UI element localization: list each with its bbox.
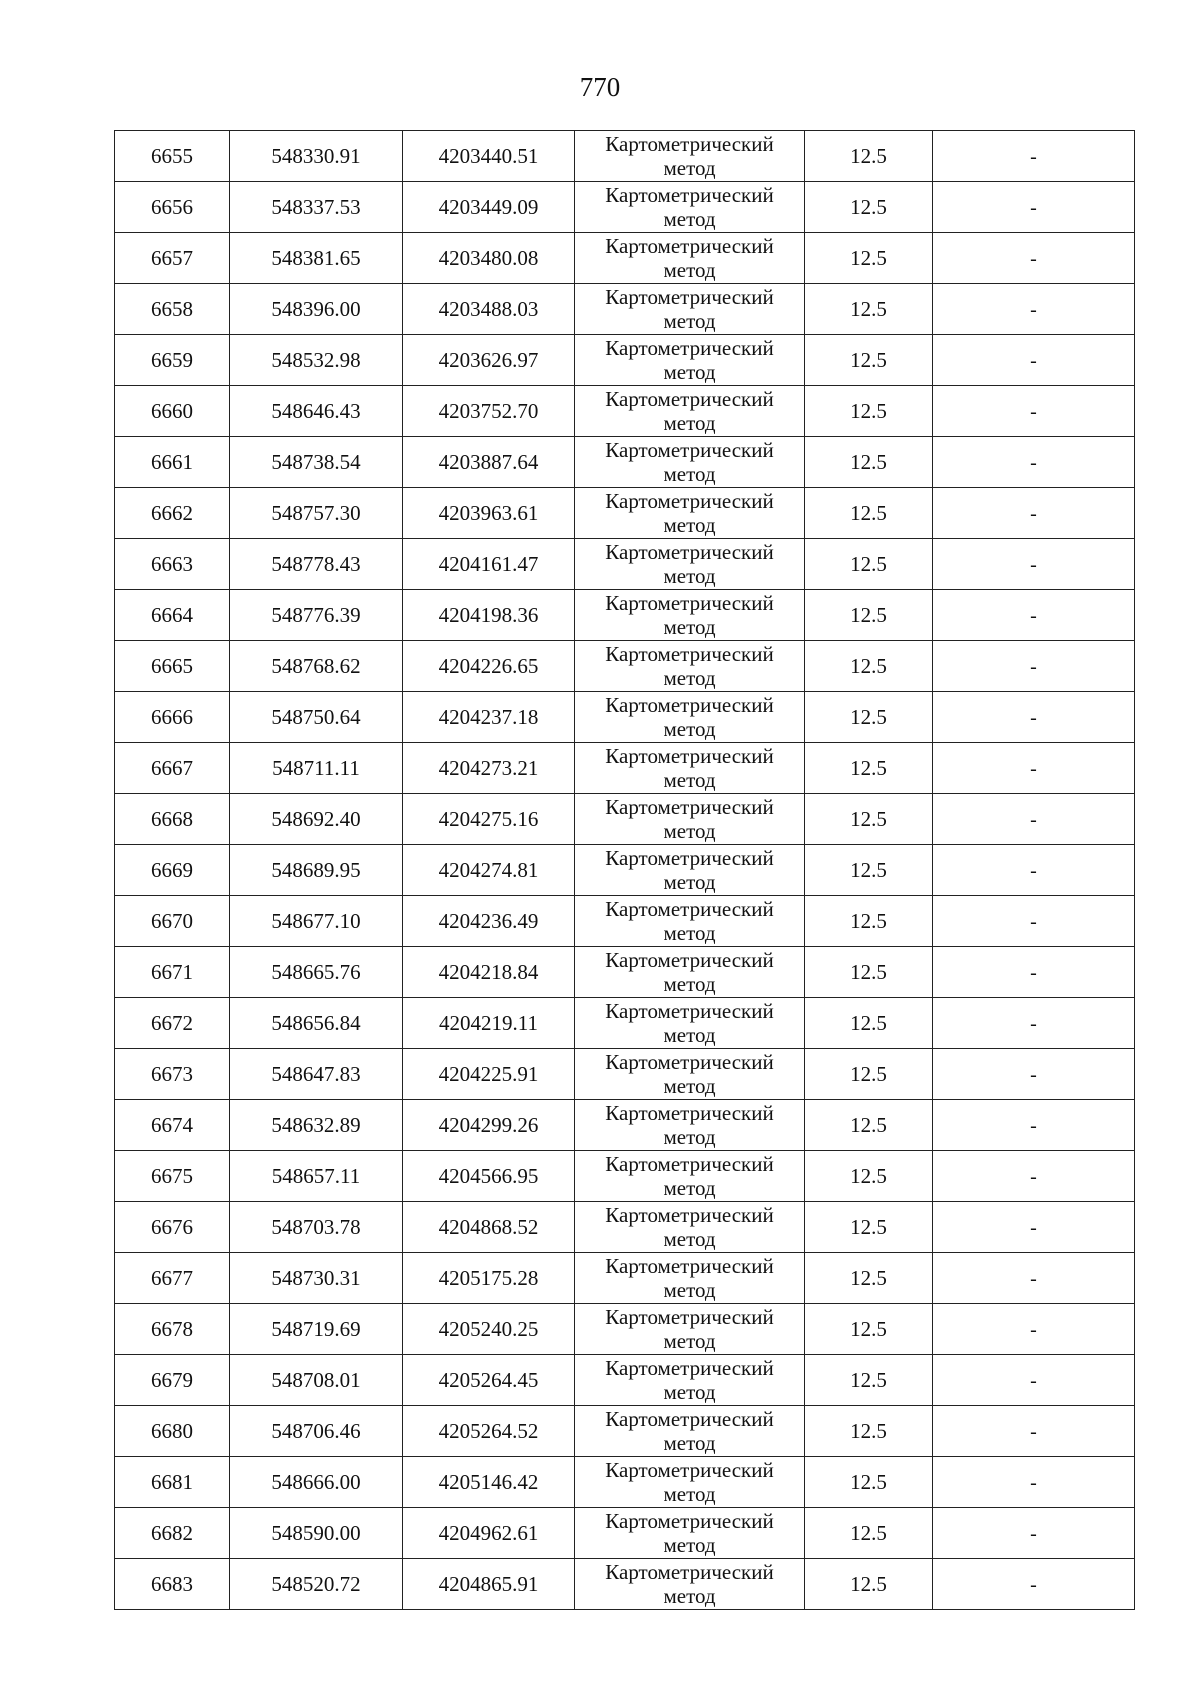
note-cell bbox=[933, 1457, 1135, 1508]
x-coordinate-cell: 548750.64 bbox=[230, 692, 403, 743]
method-cell bbox=[575, 233, 805, 284]
note-dash: - bbox=[1030, 1063, 1037, 1086]
method-text-line: метод bbox=[663, 207, 716, 231]
accuracy-cell: 12.5 bbox=[805, 641, 933, 692]
table-row bbox=[115, 131, 1135, 182]
accuracy-cell: 12.5 bbox=[805, 1049, 933, 1100]
y-coordinate-cell: 4203488.03 bbox=[403, 284, 575, 335]
accuracy-cell: 12.5 bbox=[805, 1355, 933, 1406]
method-text-line: Картометрический bbox=[605, 1560, 774, 1584]
method-cell bbox=[575, 641, 805, 692]
method-text-line: Картометрический bbox=[605, 846, 774, 870]
table-row bbox=[115, 335, 1135, 386]
point-number-cell: 6668 bbox=[115, 794, 230, 845]
y-coordinate-cell: 4203449.09 bbox=[403, 182, 575, 233]
y-coordinate-cell: 4204868.52 bbox=[403, 1202, 575, 1253]
note-dash: - bbox=[1030, 1012, 1037, 1035]
note-cell bbox=[933, 182, 1135, 233]
method-cell bbox=[575, 1406, 805, 1457]
accuracy-cell: 12.5 bbox=[805, 1151, 933, 1202]
note-cell bbox=[933, 1559, 1135, 1610]
note-cell bbox=[933, 1304, 1135, 1355]
note-dash: - bbox=[1030, 1318, 1037, 1341]
table-row bbox=[115, 284, 1135, 335]
accuracy-cell: 12.5 bbox=[805, 794, 933, 845]
point-number-cell: 6683 bbox=[115, 1559, 230, 1610]
point-number-cell: 6659 bbox=[115, 335, 230, 386]
method-cell bbox=[575, 947, 805, 998]
note-dash: - bbox=[1030, 1114, 1037, 1137]
method-cell bbox=[575, 1100, 805, 1151]
note-dash: - bbox=[1030, 502, 1037, 525]
note-cell bbox=[933, 131, 1135, 182]
point-number-cell: 6679 bbox=[115, 1355, 230, 1406]
x-coordinate-cell: 548665.76 bbox=[230, 947, 403, 998]
method-text-line: метод bbox=[663, 258, 716, 282]
point-number-cell: 6672 bbox=[115, 998, 230, 1049]
point-number-cell: 6682 bbox=[115, 1508, 230, 1559]
accuracy-cell: 12.5 bbox=[805, 845, 933, 896]
table-row bbox=[115, 1151, 1135, 1202]
table-row bbox=[115, 641, 1135, 692]
method-text-line: Картометрический bbox=[605, 1050, 774, 1074]
point-number-cell: 6661 bbox=[115, 437, 230, 488]
method-cell bbox=[575, 131, 805, 182]
method-text-line: метод bbox=[663, 921, 716, 945]
accuracy-cell: 12.5 bbox=[805, 1457, 933, 1508]
y-coordinate-cell: 4203480.08 bbox=[403, 233, 575, 284]
y-coordinate-cell: 4204225.91 bbox=[403, 1049, 575, 1100]
point-number-cell: 6670 bbox=[115, 896, 230, 947]
accuracy-cell: 12.5 bbox=[805, 1559, 933, 1610]
table-row bbox=[115, 386, 1135, 437]
table-row bbox=[115, 692, 1135, 743]
method-text-line: Картометрический bbox=[605, 1203, 774, 1227]
table-row bbox=[115, 1508, 1135, 1559]
table-row bbox=[115, 182, 1135, 233]
method-cell bbox=[575, 386, 805, 437]
method-cell bbox=[575, 182, 805, 233]
method-text-line: метод bbox=[663, 870, 716, 894]
x-coordinate-cell: 548692.40 bbox=[230, 794, 403, 845]
note-cell bbox=[933, 896, 1135, 947]
method-cell bbox=[575, 1202, 805, 1253]
method-text-line: метод bbox=[663, 411, 716, 435]
y-coordinate-cell: 4204226.65 bbox=[403, 641, 575, 692]
note-dash: - bbox=[1030, 1369, 1037, 1392]
note-cell bbox=[933, 1151, 1135, 1202]
note-cell bbox=[933, 1508, 1135, 1559]
note-dash: - bbox=[1030, 1471, 1037, 1494]
method-cell bbox=[575, 692, 805, 743]
note-cell bbox=[933, 1049, 1135, 1100]
note-cell bbox=[933, 590, 1135, 641]
y-coordinate-cell: 4203626.97 bbox=[403, 335, 575, 386]
method-cell bbox=[575, 794, 805, 845]
table-row bbox=[115, 539, 1135, 590]
method-cell bbox=[575, 335, 805, 386]
note-cell bbox=[933, 335, 1135, 386]
accuracy-cell: 12.5 bbox=[805, 437, 933, 488]
note-dash: - bbox=[1030, 859, 1037, 882]
method-text-line: метод bbox=[663, 1023, 716, 1047]
y-coordinate-cell: 4204865.91 bbox=[403, 1559, 575, 1610]
method-cell bbox=[575, 1049, 805, 1100]
y-coordinate-cell: 4205264.45 bbox=[403, 1355, 575, 1406]
point-number-cell: 6681 bbox=[115, 1457, 230, 1508]
method-cell bbox=[575, 1559, 805, 1610]
x-coordinate-cell: 548778.43 bbox=[230, 539, 403, 590]
table-row bbox=[115, 1406, 1135, 1457]
y-coordinate-cell: 4205240.25 bbox=[403, 1304, 575, 1355]
method-text-line: Картометрический bbox=[605, 387, 774, 411]
note-dash: - bbox=[1030, 655, 1037, 678]
note-dash: - bbox=[1030, 349, 1037, 372]
note-cell bbox=[933, 386, 1135, 437]
method-cell bbox=[575, 1151, 805, 1202]
point-number-cell: 6669 bbox=[115, 845, 230, 896]
note-cell bbox=[933, 845, 1135, 896]
method-cell bbox=[575, 1457, 805, 1508]
note-dash: - bbox=[1030, 145, 1037, 168]
x-coordinate-cell: 548708.01 bbox=[230, 1355, 403, 1406]
note-dash: - bbox=[1030, 1573, 1037, 1596]
table-row bbox=[115, 1253, 1135, 1304]
method-text-line: метод bbox=[663, 1125, 716, 1149]
accuracy-cell: 12.5 bbox=[805, 1100, 933, 1151]
method-text-line: метод bbox=[663, 1533, 716, 1557]
x-coordinate-cell: 548711.11 bbox=[230, 743, 403, 794]
y-coordinate-cell: 4204219.11 bbox=[403, 998, 575, 1049]
note-cell bbox=[933, 233, 1135, 284]
point-number-cell: 6676 bbox=[115, 1202, 230, 1253]
accuracy-cell: 12.5 bbox=[805, 182, 933, 233]
method-cell bbox=[575, 284, 805, 335]
method-text-line: метод bbox=[663, 564, 716, 588]
y-coordinate-cell: 4205175.28 bbox=[403, 1253, 575, 1304]
accuracy-cell: 12.5 bbox=[805, 947, 933, 998]
accuracy-cell: 12.5 bbox=[805, 131, 933, 182]
y-coordinate-cell: 4204566.95 bbox=[403, 1151, 575, 1202]
accuracy-cell: 12.5 bbox=[805, 692, 933, 743]
point-number-cell: 6673 bbox=[115, 1049, 230, 1100]
point-number-cell: 6664 bbox=[115, 590, 230, 641]
method-text-line: Картометрический bbox=[605, 234, 774, 258]
accuracy-cell: 12.5 bbox=[805, 233, 933, 284]
table-row bbox=[115, 233, 1135, 284]
x-coordinate-cell: 548532.98 bbox=[230, 335, 403, 386]
accuracy-cell: 12.5 bbox=[805, 896, 933, 947]
method-text-line: метод bbox=[663, 972, 716, 996]
accuracy-cell: 12.5 bbox=[805, 743, 933, 794]
note-cell bbox=[933, 284, 1135, 335]
x-coordinate-cell: 548646.43 bbox=[230, 386, 403, 437]
point-number-cell: 6662 bbox=[115, 488, 230, 539]
point-number-cell: 6663 bbox=[115, 539, 230, 590]
method-text-line: метод bbox=[663, 819, 716, 843]
note-cell bbox=[933, 1406, 1135, 1457]
method-text-line: метод bbox=[663, 1482, 716, 1506]
accuracy-cell: 12.5 bbox=[805, 335, 933, 386]
accuracy-cell: 12.5 bbox=[805, 386, 933, 437]
table-row bbox=[115, 1457, 1135, 1508]
accuracy-cell: 12.5 bbox=[805, 284, 933, 335]
table-row bbox=[115, 896, 1135, 947]
x-coordinate-cell: 548738.54 bbox=[230, 437, 403, 488]
method-text-line: метод bbox=[663, 768, 716, 792]
method-text-line: Картометрический bbox=[605, 1407, 774, 1431]
note-dash: - bbox=[1030, 910, 1037, 933]
y-coordinate-cell: 4204275.16 bbox=[403, 794, 575, 845]
table-row bbox=[115, 1355, 1135, 1406]
coordinates-table bbox=[114, 130, 1135, 1610]
method-cell bbox=[575, 590, 805, 641]
method-cell bbox=[575, 1508, 805, 1559]
method-text-line: Картометрический bbox=[605, 897, 774, 921]
method-text-line: Картометрический bbox=[605, 132, 774, 156]
point-number-cell: 6680 bbox=[115, 1406, 230, 1457]
method-cell bbox=[575, 1253, 805, 1304]
note-dash: - bbox=[1030, 298, 1037, 321]
method-cell bbox=[575, 845, 805, 896]
table-row bbox=[115, 947, 1135, 998]
method-cell bbox=[575, 1355, 805, 1406]
point-number-cell: 6657 bbox=[115, 233, 230, 284]
x-coordinate-cell: 548677.10 bbox=[230, 896, 403, 947]
x-coordinate-cell: 548520.72 bbox=[230, 1559, 403, 1610]
accuracy-cell: 12.5 bbox=[805, 1253, 933, 1304]
table-row bbox=[115, 437, 1135, 488]
table-row bbox=[115, 845, 1135, 896]
note-dash: - bbox=[1030, 757, 1037, 780]
note-cell bbox=[933, 998, 1135, 1049]
method-text-line: Картометрический bbox=[605, 1356, 774, 1380]
accuracy-cell: 12.5 bbox=[805, 998, 933, 1049]
method-text-line: метод bbox=[663, 309, 716, 333]
y-coordinate-cell: 4203752.70 bbox=[403, 386, 575, 437]
accuracy-cell: 12.5 bbox=[805, 1508, 933, 1559]
point-number-cell: 6655 bbox=[115, 131, 230, 182]
method-cell bbox=[575, 998, 805, 1049]
note-cell bbox=[933, 692, 1135, 743]
accuracy-cell: 12.5 bbox=[805, 539, 933, 590]
point-number-cell: 6678 bbox=[115, 1304, 230, 1355]
method-text-line: метод bbox=[663, 462, 716, 486]
page-number: 770 bbox=[579, 72, 621, 102]
method-text-line: метод bbox=[663, 1380, 716, 1404]
table-body bbox=[115, 131, 1135, 1610]
note-cell bbox=[933, 947, 1135, 998]
x-coordinate-cell: 548647.83 bbox=[230, 1049, 403, 1100]
y-coordinate-cell: 4203963.61 bbox=[403, 488, 575, 539]
x-coordinate-cell: 548632.89 bbox=[230, 1100, 403, 1151]
method-text-line: Картометрический bbox=[605, 438, 774, 462]
method-text-line: Картометрический bbox=[605, 591, 774, 615]
method-text-line: Картометрический bbox=[605, 1101, 774, 1125]
note-cell bbox=[933, 1202, 1135, 1253]
note-cell bbox=[933, 743, 1135, 794]
method-text-line: метод bbox=[663, 1431, 716, 1455]
y-coordinate-cell: 4204274.81 bbox=[403, 845, 575, 896]
y-coordinate-cell: 4204962.61 bbox=[403, 1508, 575, 1559]
x-coordinate-cell: 548689.95 bbox=[230, 845, 403, 896]
accuracy-cell: 12.5 bbox=[805, 1202, 933, 1253]
x-coordinate-cell: 548768.62 bbox=[230, 641, 403, 692]
y-coordinate-cell: 4204273.21 bbox=[403, 743, 575, 794]
table-row bbox=[115, 1559, 1135, 1610]
method-text-line: Картометрический bbox=[605, 1509, 774, 1533]
note-dash: - bbox=[1030, 1420, 1037, 1443]
note-dash: - bbox=[1030, 1522, 1037, 1545]
point-number-cell: 6667 bbox=[115, 743, 230, 794]
note-cell bbox=[933, 488, 1135, 539]
note-dash: - bbox=[1030, 604, 1037, 627]
note-cell bbox=[933, 1253, 1135, 1304]
x-coordinate-cell: 548730.31 bbox=[230, 1253, 403, 1304]
x-coordinate-cell: 548590.00 bbox=[230, 1508, 403, 1559]
note-dash: - bbox=[1030, 1267, 1037, 1290]
method-text-line: метод bbox=[663, 513, 716, 537]
y-coordinate-cell: 4204236.49 bbox=[403, 896, 575, 947]
y-coordinate-cell: 4203440.51 bbox=[403, 131, 575, 182]
method-text-line: Картометрический bbox=[605, 489, 774, 513]
method-cell bbox=[575, 488, 805, 539]
note-cell bbox=[933, 437, 1135, 488]
method-text-line: Картометрический bbox=[605, 642, 774, 666]
method-cell bbox=[575, 896, 805, 947]
method-text-line: метод bbox=[663, 615, 716, 639]
x-coordinate-cell: 548657.11 bbox=[230, 1151, 403, 1202]
method-text-line: метод bbox=[663, 360, 716, 384]
method-text-line: Картометрический bbox=[605, 285, 774, 309]
accuracy-cell: 12.5 bbox=[805, 1406, 933, 1457]
note-dash: - bbox=[1030, 196, 1037, 219]
method-text-line: Картометрический bbox=[605, 744, 774, 768]
point-number-cell: 6665 bbox=[115, 641, 230, 692]
method-text-line: метод bbox=[663, 1074, 716, 1098]
method-cell bbox=[575, 1304, 805, 1355]
x-coordinate-cell: 548656.84 bbox=[230, 998, 403, 1049]
method-text-line: Картометрический bbox=[605, 1254, 774, 1278]
note-dash: - bbox=[1030, 400, 1037, 423]
table-row bbox=[115, 794, 1135, 845]
x-coordinate-cell: 548703.78 bbox=[230, 1202, 403, 1253]
point-number-cell: 6658 bbox=[115, 284, 230, 335]
x-coordinate-cell: 548706.46 bbox=[230, 1406, 403, 1457]
x-coordinate-cell: 548719.69 bbox=[230, 1304, 403, 1355]
method-text-line: метод bbox=[663, 1176, 716, 1200]
x-coordinate-cell: 548666.00 bbox=[230, 1457, 403, 1508]
method-cell bbox=[575, 743, 805, 794]
point-number-cell: 6666 bbox=[115, 692, 230, 743]
note-dash: - bbox=[1030, 1216, 1037, 1239]
note-dash: - bbox=[1030, 1165, 1037, 1188]
method-text-line: Картометрический bbox=[605, 1305, 774, 1329]
point-number-cell: 6660 bbox=[115, 386, 230, 437]
table-row bbox=[115, 1100, 1135, 1151]
method-text-line: Картометрический bbox=[605, 948, 774, 972]
x-coordinate-cell: 548776.39 bbox=[230, 590, 403, 641]
y-coordinate-cell: 4204299.26 bbox=[403, 1100, 575, 1151]
table-row bbox=[115, 1049, 1135, 1100]
table-row bbox=[115, 590, 1135, 641]
y-coordinate-cell: 4204237.18 bbox=[403, 692, 575, 743]
y-coordinate-cell: 4205146.42 bbox=[403, 1457, 575, 1508]
method-text-line: метод bbox=[663, 1278, 716, 1302]
note-cell bbox=[933, 794, 1135, 845]
accuracy-cell: 12.5 bbox=[805, 1304, 933, 1355]
note-dash: - bbox=[1030, 451, 1037, 474]
y-coordinate-cell: 4204218.84 bbox=[403, 947, 575, 998]
method-text-line: метод bbox=[663, 717, 716, 741]
method-text-line: Картометрический bbox=[605, 795, 774, 819]
method-text-line: метод bbox=[663, 666, 716, 690]
method-text-line: Картометрический bbox=[605, 693, 774, 717]
note-dash: - bbox=[1030, 553, 1037, 576]
note-dash: - bbox=[1030, 808, 1037, 831]
x-coordinate-cell: 548337.53 bbox=[230, 182, 403, 233]
note-dash: - bbox=[1030, 961, 1037, 984]
note-cell bbox=[933, 1355, 1135, 1406]
table-row bbox=[115, 1202, 1135, 1253]
method-text-line: Картометрический bbox=[605, 183, 774, 207]
y-coordinate-cell: 4205264.52 bbox=[403, 1406, 575, 1457]
accuracy-cell: 12.5 bbox=[805, 590, 933, 641]
point-number-cell: 6675 bbox=[115, 1151, 230, 1202]
note-cell bbox=[933, 1100, 1135, 1151]
y-coordinate-cell: 4203887.64 bbox=[403, 437, 575, 488]
x-coordinate-cell: 548757.30 bbox=[230, 488, 403, 539]
method-text-line: Картометрический bbox=[605, 999, 774, 1023]
table-row bbox=[115, 1304, 1135, 1355]
method-cell bbox=[575, 437, 805, 488]
y-coordinate-cell: 4204198.36 bbox=[403, 590, 575, 641]
method-text-line: метод bbox=[663, 1329, 716, 1353]
method-text-line: метод bbox=[663, 1227, 716, 1251]
method-cell bbox=[575, 539, 805, 590]
method-text-line: Картометрический bbox=[605, 1458, 774, 1482]
x-coordinate-cell: 548396.00 bbox=[230, 284, 403, 335]
method-text-line: Картометрический bbox=[605, 1152, 774, 1176]
x-coordinate-cell: 548381.65 bbox=[230, 233, 403, 284]
table-row bbox=[115, 488, 1135, 539]
y-coordinate-cell: 4204161.47 bbox=[403, 539, 575, 590]
note-cell bbox=[933, 641, 1135, 692]
table-row bbox=[115, 743, 1135, 794]
method-text-line: метод bbox=[663, 156, 716, 180]
point-number-cell: 6671 bbox=[115, 947, 230, 998]
method-text-line: Картометрический bbox=[605, 336, 774, 360]
note-dash: - bbox=[1030, 706, 1037, 729]
note-dash: - bbox=[1030, 247, 1037, 270]
method-text-line: метод bbox=[663, 1584, 716, 1608]
table-row bbox=[115, 998, 1135, 1049]
x-coordinate-cell: 548330.91 bbox=[230, 131, 403, 182]
point-number-cell: 6674 bbox=[115, 1100, 230, 1151]
point-number-cell: 6656 bbox=[115, 182, 230, 233]
accuracy-cell: 12.5 bbox=[805, 488, 933, 539]
method-text-line: Картометрический bbox=[605, 540, 774, 564]
point-number-cell: 6677 bbox=[115, 1253, 230, 1304]
note-cell bbox=[933, 539, 1135, 590]
